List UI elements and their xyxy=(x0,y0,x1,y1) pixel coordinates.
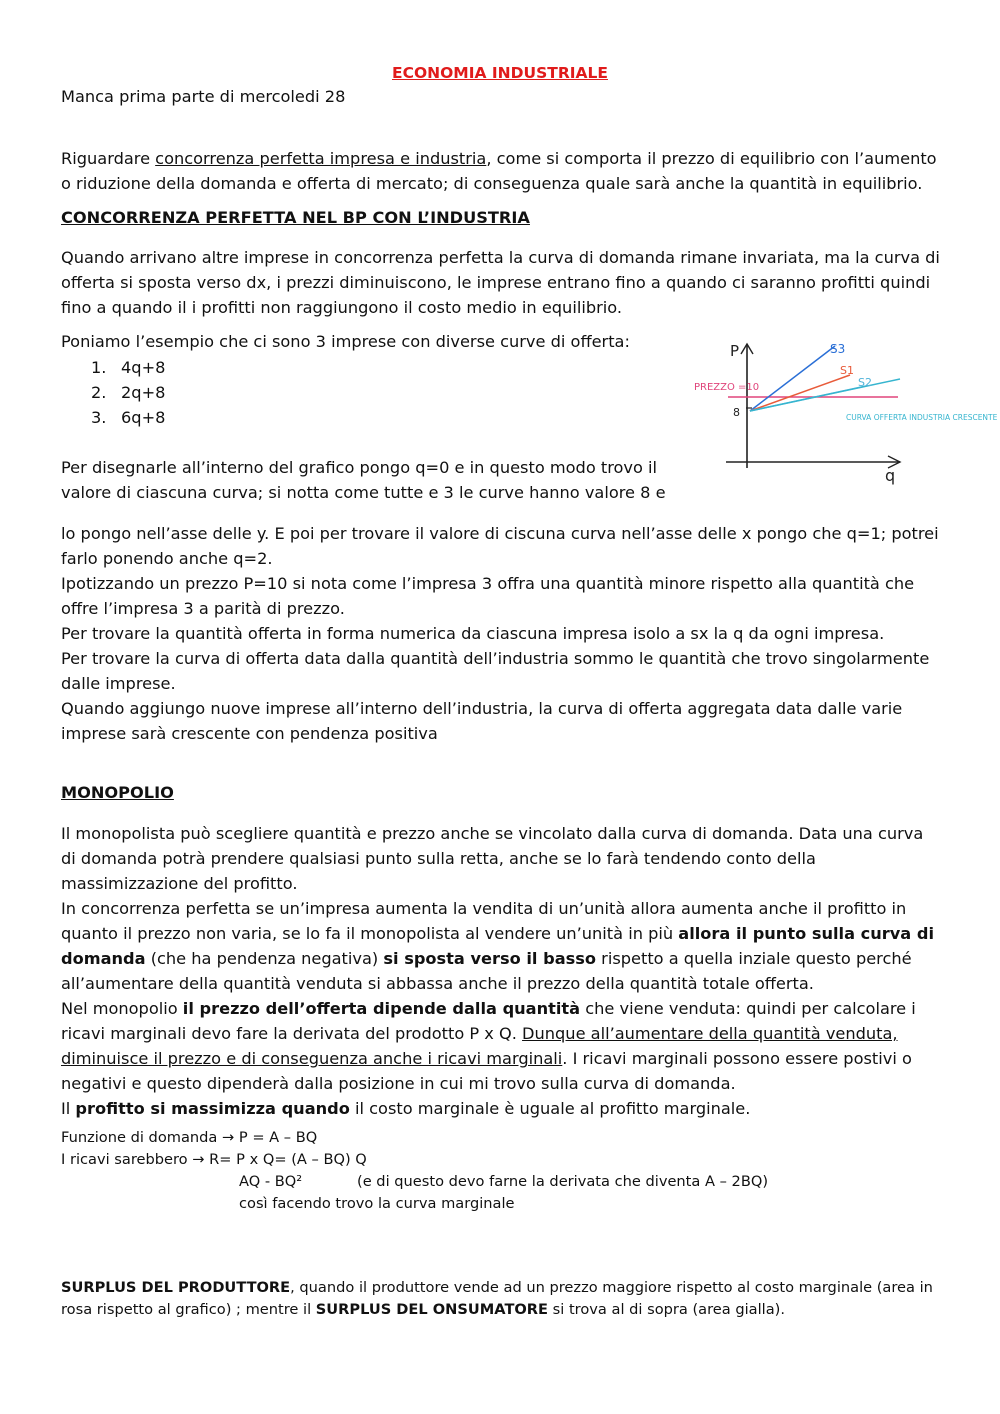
s3-label: S3 xyxy=(830,342,846,356)
intercept-label: 8 xyxy=(733,406,740,419)
supply-curves-list xyxy=(61,355,165,430)
p-axis-label: P xyxy=(730,342,740,360)
surplus-paragraph: SURPLUS DEL PRODUTTORE, quando il produttore vende ad un prezzo maggiore rispetto al costo marginale (area in rosa rispetto al grafico) ; mentre il SURPLUS DEL ONSUMATORE si trova al di sopra (area gialla). xyxy=(61,1278,933,1318)
intro-underlined-topic: concorrenza perfetta impresa e industria xyxy=(155,149,487,169)
q-axis-label: q xyxy=(885,466,896,485)
formula-revenue: I ricavi sarebbero → R= P x Q= (A – BQ) Q xyxy=(61,1151,367,1168)
section1-line-2: valore di ciascuna curva; si notta come tutte e 3 le curve hanno valore 8 e xyxy=(61,483,666,502)
section2-paragraph-3: Nel monopolio il prezzo dell’offerta dipende dalla quantità che viene venduta: quindi per calcolare i ricavi marginali devo fare la derivata del prodotto P x Q. Dunque all’aumentare della quantità venduta, diminuisce il prezzo e di conseguenza anche i ricavi marginali. I ricavi marginali possono essere postivi o negativi e questo dipenderà dalla posizione in cui mi trovo sulla curva di domanda. xyxy=(61,999,916,1094)
section-heading-concorrenza: CONCORRENZA PERFETTA NEL BP CON L’INDUSTRIA xyxy=(61,208,530,227)
industry-supply-note: CURVA OFFERTA INDUSTRIA CRESCENTE xyxy=(846,413,998,422)
section-heading-monopolio: MONOPOLIO xyxy=(61,783,174,802)
section2-paragraph-2: In concorrenza perfetta se un’impresa aumenta la vendita di un’unità allora aumenta anche il profitto in quanto il prezzo non varia, se lo fa il monopolista al vendere un’unità in più allora il punto sulla curva di domanda (che ha pendenza negativa) si sposta verso il basso rispetto a quella inziale questo perché all’aumentare della quantità venduta si abbassa anche il prezzo della quantità totale offerta. xyxy=(61,899,934,994)
section1-paragraph-3: lo pongo nell’asse delle y. E poi per trovare il valore di ciscuna curva nell’asse delle x pongo che q=1; potrei farlo ponendo anche q=2. xyxy=(61,524,939,569)
list-item: 1. 4q+8 xyxy=(91,358,166,377)
missing-part-note: Manca prima parte di mercoledi 28 xyxy=(61,87,346,106)
list-item: 2. 2q+8 xyxy=(91,383,166,402)
formula-marginal-note: così facendo trovo la curva marginale xyxy=(239,1195,515,1212)
section1-paragraph-6: Per trovare la curva di offerta data dalla quantità dell’industria sommo le quantità che trovo singolarmente dalle imprese. xyxy=(61,649,930,694)
section1-paragraph-7: Quando aggiungo nuove imprese all’interno dell’industria, la curva di offerta aggregata data dalle varie imprese sarà crescente con pendenza positiva xyxy=(61,699,903,744)
example-intro: Poniamo l’esempio che ci sono 3 imprese con diverse curve di offerta: xyxy=(61,332,630,351)
section1-paragraph-1: Quando arrivano altre imprese in concorrenza perfetta la curva di domanda rimane invariata, ma la curva di offerta si sposta verso dx, i prezzi diminuiscono, le imprese entrano fino a quando ci saranno profitti quindi fino a quando il i profitti non raggiungono il costo medio in equilibrio. xyxy=(61,248,940,318)
intro-paragraph: Riguardare concorrenza perfetta impresa e industria, come si comporta il prezzo di equilibrio con l’aumento o riduzione della domanda e offerta di mercato; di conseguenza quale sarà anche la quantità in equilibrio. xyxy=(61,149,937,194)
price-label: PREZZO =10 xyxy=(694,382,760,393)
section2-paragraph-1: Il monopolista può scegliere quantità e prezzo anche se vincolato dalla curva di domanda. Data una curva di domanda potrà prendere qualsiasi punto sulla retta, anche se lo farà tendendo conto della massimizzazione del profitto. xyxy=(61,824,924,894)
s2-label: S2 xyxy=(858,376,872,389)
section1-paragraph-4: Ipotizzando un prezzo P=10 si nota come l’impresa 3 offra una quantità minore rispetto alla quantità che offre l’impresa 3 a parità di prezzo. xyxy=(61,574,915,619)
formula-derivative-note: (e di questo devo farne la derivata che diventa A – 2BQ) xyxy=(357,1173,769,1190)
section2-paragraph-4: Il profitto si massimizza quando il costo marginale è uguale al profitto marginale. xyxy=(61,1099,751,1119)
section1-paragraph-5: Per trovare la quantità offerta in forma numerica da ciascuna impresa isolo a sx la q da ogni impresa. xyxy=(61,624,885,644)
supply-curves-graph xyxy=(688,338,998,488)
document-title: ECONOMIA INDUSTRIALE xyxy=(392,64,608,82)
s1-label: S1 xyxy=(840,364,854,377)
list-item: 3. 6q+8 xyxy=(91,408,166,427)
formula-expanded: AQ - BQ² xyxy=(239,1173,303,1190)
section1-line-1: Per disegnarle all’interno del grafico pongo q=0 e in questo modo trovo il xyxy=(61,458,658,477)
formula-demand: Funzione di domanda → P = A – BQ xyxy=(61,1129,318,1146)
